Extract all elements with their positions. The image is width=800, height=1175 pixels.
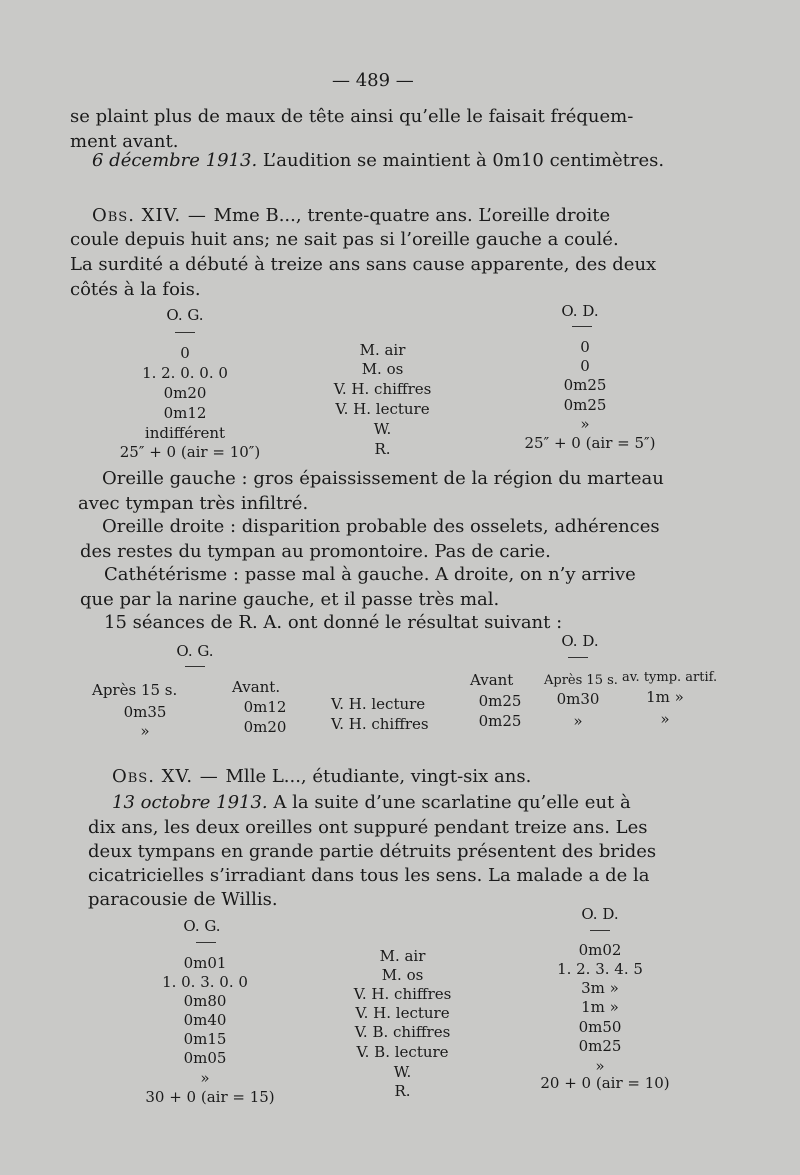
obs14-patient: Mme B..., trente-quatre ans. L’oreille droite [213,205,611,226]
t3-od-dash [590,930,610,931]
t3-og-3: 0m40 [183,1011,227,1029]
t3-og-2: 0m80 [183,992,227,1010]
t1-mid-2: V. H. chiffres [333,380,432,398]
t2-r2-og-avant: 0m20 [243,718,287,736]
t1-og-header: O. G. [166,306,204,324]
page-number: — 489 — [332,70,414,91]
t1-mid-0: M. air [359,341,406,359]
obs14-note-7: 15 séances de R. A. ont donné le résultat suivant : [104,612,563,633]
intro-line-1: se plaint plus de maux de tête ainsi qu’elle le faisait fréquem- [70,106,634,127]
t3-od-5: 0m25 [578,1037,622,1055]
t3-od-7: 20 + 0 (air = 10) [540,1074,670,1092]
t1-od-2: 0m25 [563,376,607,394]
t3-og-dash [196,942,216,943]
t3-od-1: 1. 2. 3. 4. 5 [557,960,643,978]
obs14-note-6: que par la narine gauche, et il passe très mal. [80,589,500,610]
t3-mid-3: V. H. lecture [355,1004,450,1022]
t2-od-dash [568,657,588,658]
t2-og-header: O. G. [176,642,214,660]
obs15-line-1-rest: A la suite d’une scarlatine qu’elle eut à [273,792,631,813]
obs14-line-2: La surdité a débuté à treize ans sans cause apparente, des deux [70,254,657,275]
t3-od-header: O. D. [581,905,619,923]
t3-mid-6: W. [393,1063,412,1081]
obs14-note-5: Cathétérisme : passe mal à gauche. A droite, on n’y arrive [104,564,636,585]
t3-od-3: 1m » [581,998,619,1016]
t2-r1-og-avant: 0m12 [243,698,287,716]
obs14-line-3: côtés à la fois. [70,279,201,300]
t1-od-header: O. D. [561,302,599,320]
obs14-note-3: Oreille droite : disparition probable des osselets, adhérences [102,516,660,537]
t1-od-4: » [580,415,590,433]
t1-og-5: 25″ + 0 (air = 10″) [119,443,261,461]
t3-mid-4: V. B. chiffres [354,1023,451,1041]
obs15-date: 13 octobre 1913. [112,792,268,813]
t2-r2-od-avant: 0m25 [478,712,522,730]
intro-line-3 [92,150,664,172]
t3-od-6: » [595,1057,605,1075]
obs14-note-2: avec tympan très infiltré. [78,493,309,514]
obs15-heading [112,766,531,788]
t2-r1-od-artif: 1m » [646,688,684,706]
t1-mid-5: R. [374,440,391,458]
t1-og-2: 0m20 [163,384,207,402]
obs15-line-5: paracousie de Willis. [88,889,278,910]
t3-og-0: 0m01 [183,954,227,972]
t2-r2-og-apres: » [140,722,150,740]
intro-line-3-rest: L’audition se maintient à 0m10 centimètres. [262,150,665,171]
t1-od-3: 0m25 [563,396,607,414]
t2-r2-label: V. H. chiffres [331,715,429,733]
t1-og-0: 0 [180,344,190,362]
obs14-label: Obs. XIV. — [92,205,214,226]
t3-og-header: O. G. [183,917,221,935]
obs15-label: Obs. XV. — [112,766,226,787]
obs15-line-4: cicatricielles s’irradiant dans tous les sens. La malade a de la [88,865,650,886]
t2-r1-og-apres: 0m35 [123,703,167,721]
obs15-line-1 [112,792,631,814]
t3-mid-1: M. os [381,966,424,984]
t2-od-col-artif: av. tymp. artif. [622,670,718,685]
t2-r2-od-artif: » [660,710,670,728]
t3-og-4: 0m15 [183,1030,227,1048]
t3-mid-2: V. H. chiffres [353,985,452,1003]
t1-od-0: 0 [580,338,590,356]
obs15-patient: Mlle L..., étudiante, vingt-six ans. [225,766,532,787]
t2-r1-od-apres: 0m30 [556,690,600,708]
t1-od-5: 25″ + 0 (air = 5″) [524,434,656,452]
t3-od-0: 0m02 [578,941,622,959]
obs15-line-3: deux tympans en grande partie détruits présentent des brides [88,841,657,862]
t3-og-6: » [200,1069,210,1087]
t2-og-col-apres: Après 15 s. [92,681,178,699]
t3-od-4: 0m50 [578,1018,622,1036]
t1-od-1: 0 [580,357,590,375]
t2-r2-od-apres: » [573,712,583,730]
intro-date: 6 décembre 1913. [92,150,258,171]
intro-line-2: ment avant. [70,131,179,152]
t1-od-dash [572,326,592,327]
t2-od-header: O. D. [561,632,599,650]
t2-od-col-apres: Après 15 s. [544,673,618,688]
obs15-line-2: dix ans, les deux oreilles ont suppuré pendant treize ans. Les [88,817,648,838]
t1-mid-1: M. os [361,360,404,378]
obs14-note-1: Oreille gauche : gros épaississement de la région du marteau [102,468,664,489]
t3-mid-0: M. air [379,947,426,965]
t3-og-7: 30 + 0 (air = 15) [145,1088,275,1106]
obs14-heading [92,205,610,227]
t2-od-col-avant: Avant [470,671,514,689]
t1-og-1: 1. 2. 0. 0. 0 [142,364,228,382]
t1-og-3: 0m12 [163,404,207,422]
t1-mid-4: W. [373,420,392,438]
t2-r1-label: V. H. lecture [331,695,426,713]
t1-og-dash [175,332,195,333]
obs14-line-1: coule depuis huit ans; ne sait pas si l’oreille gauche a coulé. [70,229,619,250]
t3-mid-5: V. B. lecture [356,1043,449,1061]
t1-mid-3: V. H. lecture [335,400,430,418]
t2-og-col-avant: Avant. [232,678,281,696]
t3-og-1: 1. 0. 3. 0. 0 [162,973,248,991]
t3-mid-7: R. [394,1082,411,1100]
t2-r1-od-avant: 0m25 [478,692,522,710]
t3-og-5: 0m05 [183,1049,227,1067]
t2-og-dash [185,666,205,667]
t3-od-2: 3m » [581,979,619,997]
t1-og-4: indifférent [144,424,226,442]
obs14-note-4: des restes du tympan au promontoire. Pas de carie. [80,541,551,562]
